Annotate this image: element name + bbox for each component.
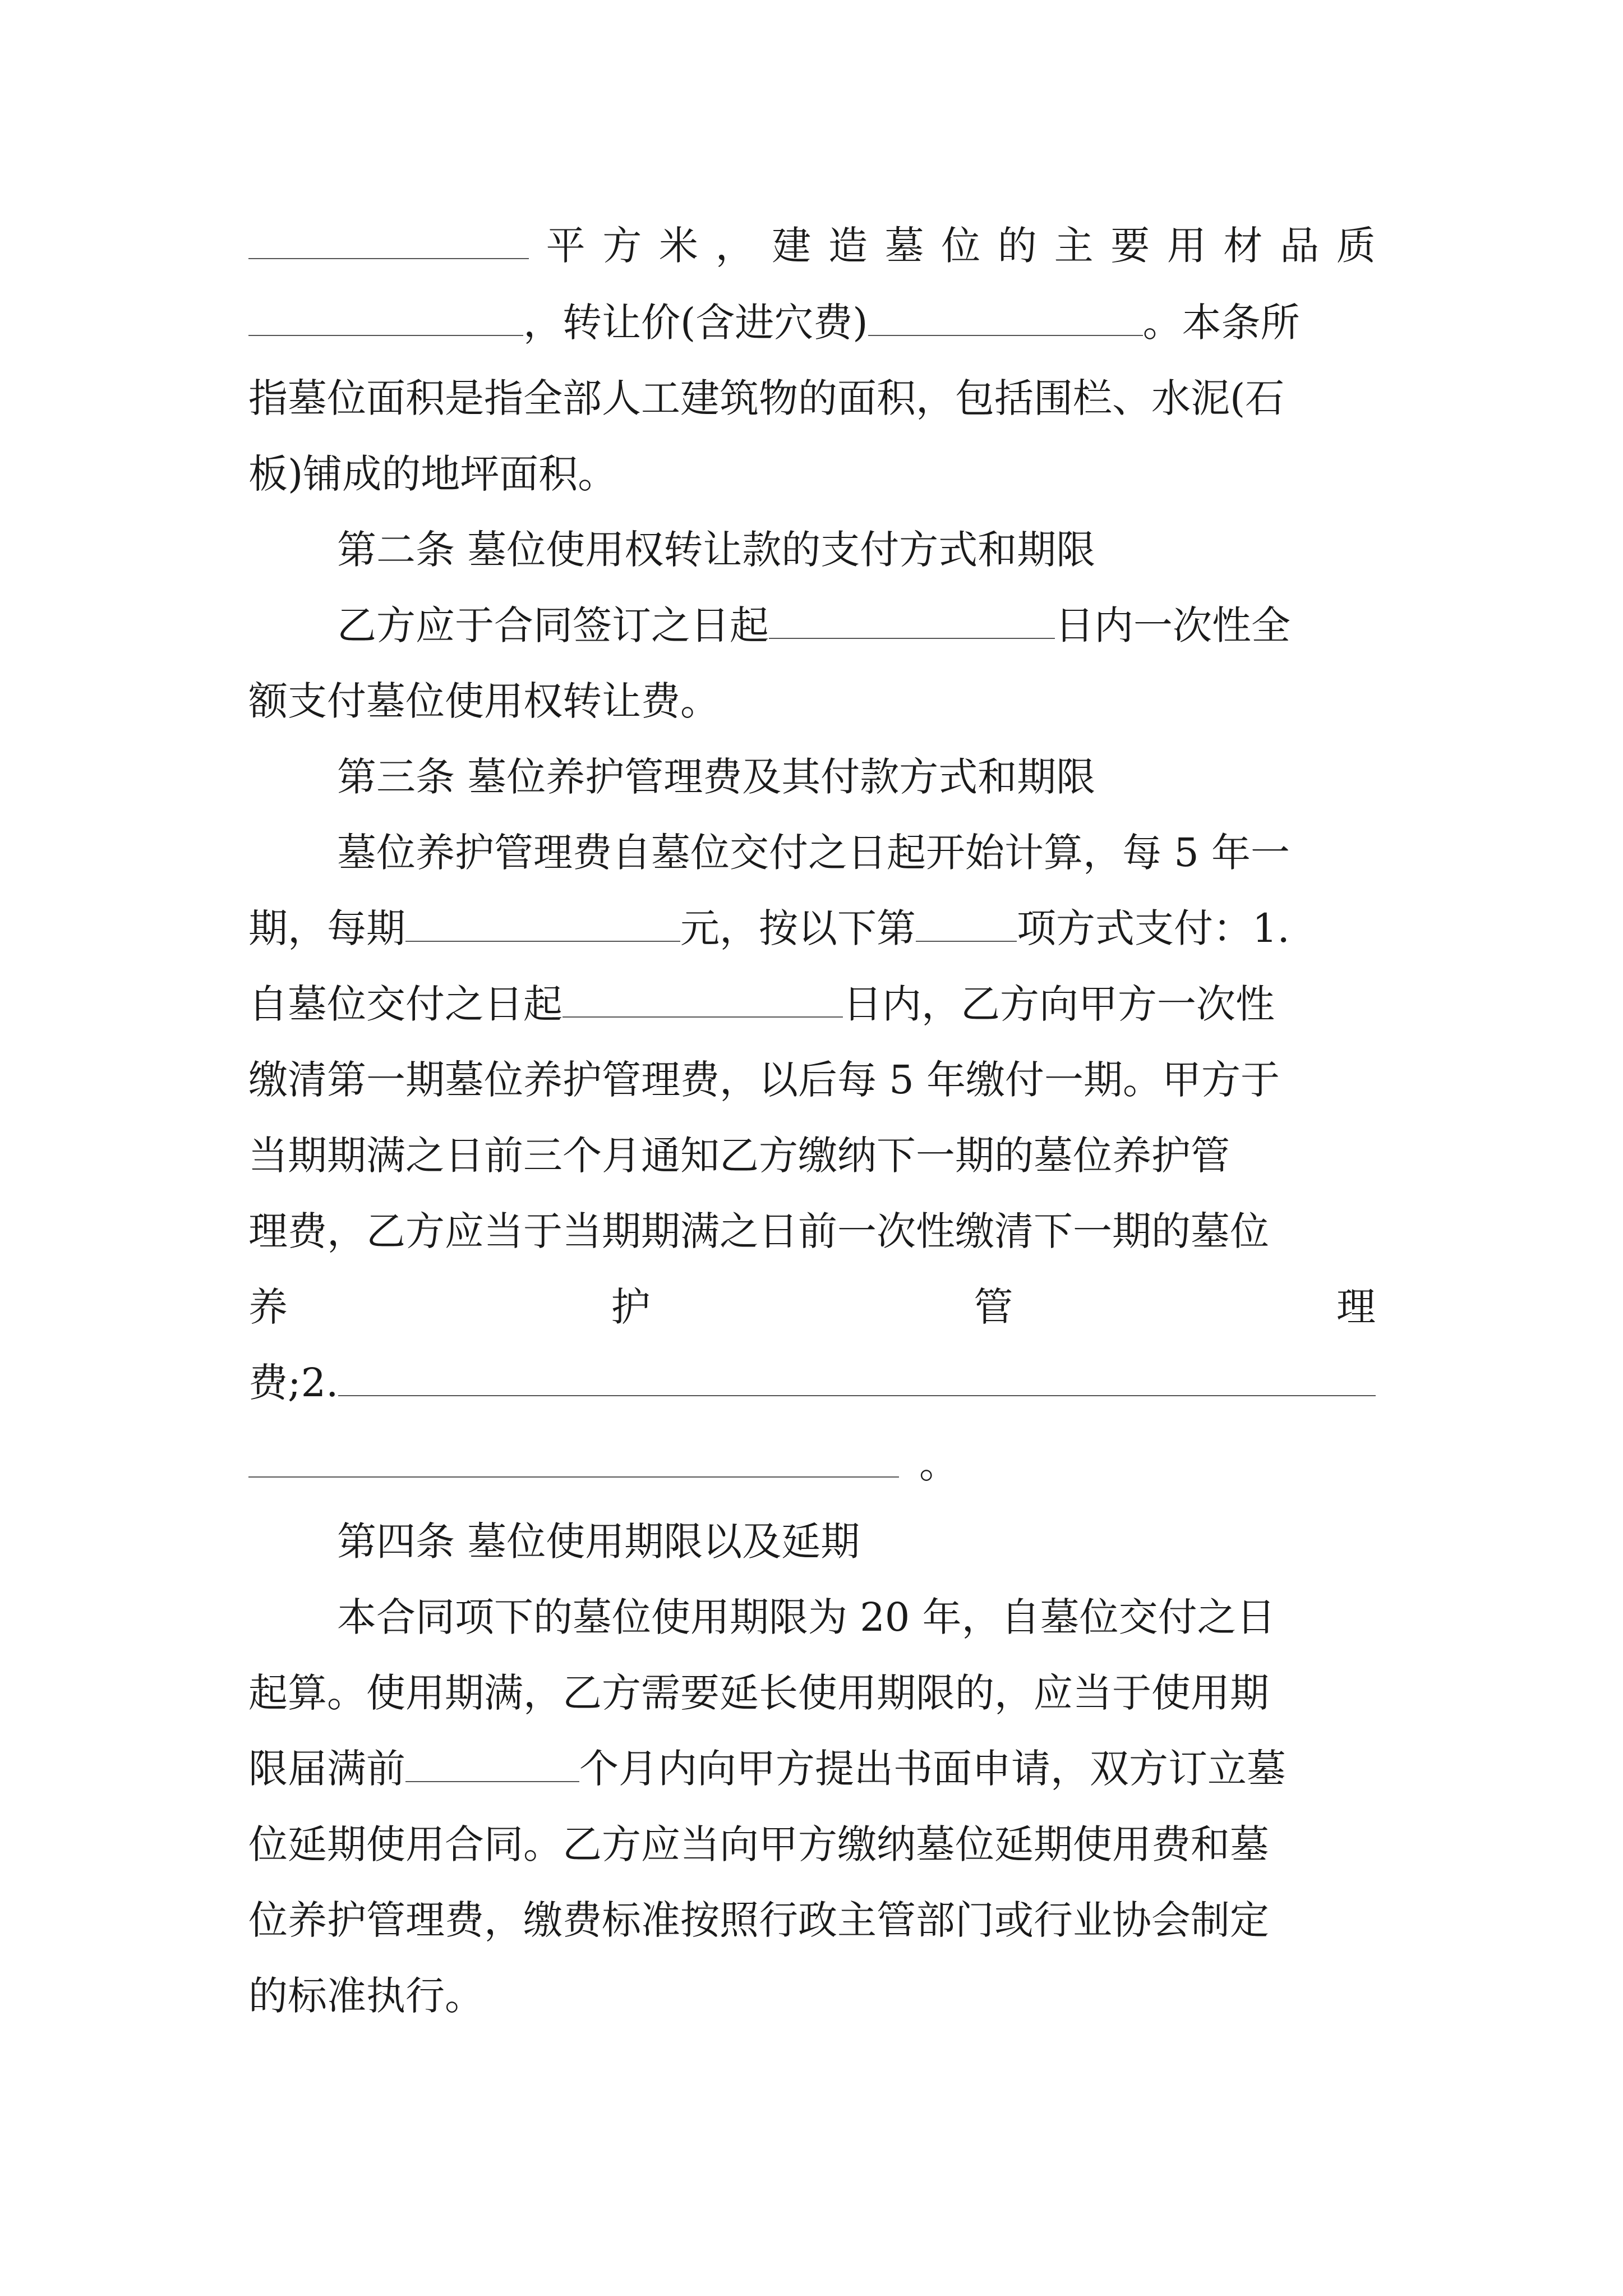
char: 材: [1223, 223, 1263, 269]
char: 管: [974, 1284, 1013, 1330]
char: 养: [248, 1284, 288, 1330]
char: 品: [1280, 223, 1320, 269]
text-line: [248, 976, 1376, 1032]
text-line: 位延期使用合同。乙方应当向甲方缴纳墓位延期使用费和墓: [248, 1821, 1269, 1867]
char: 造: [828, 223, 868, 269]
text-line: 指墓位面积是指全部人工建筑物的面积，包括围栏、水泥(石: [248, 375, 1285, 421]
text-line: 的标准执行。: [248, 1973, 484, 2019]
article-3-title: 第三条 墓位养护管理费及其付款方式和期限: [337, 754, 1096, 800]
text-line: [248, 218, 1376, 274]
text-line: [248, 1355, 1376, 1411]
line-text: 日内一次性全: [1055, 602, 1290, 648]
char: 用: [1166, 223, 1206, 269]
char: ，: [715, 223, 755, 269]
text-line: [248, 1741, 1376, 1797]
line-text: 元，按以下第: [680, 905, 916, 951]
char: 质: [1336, 223, 1376, 269]
line-text: 期，每期: [248, 905, 405, 951]
line-text: 日内，乙方向甲方一次性: [843, 981, 1275, 1027]
line-text: ，转让价(含进穴费): [523, 300, 868, 346]
char: 理: [1336, 1284, 1376, 1330]
char: 米: [658, 223, 698, 269]
fill-blank-days: [562, 983, 843, 1018]
fill-blank-option-2-cont: [248, 1443, 899, 1478]
text-line: 当期期满之日前三个月通知乙方缴纳下一期的墓位养护管: [248, 1133, 1230, 1179]
text-line: 板)铺成的地坪面积。: [248, 451, 617, 497]
fill-blank-option-2: [338, 1361, 1376, 1396]
fill-blank-days: [769, 604, 1055, 639]
line-text: 。本条所: [1142, 300, 1300, 346]
line-text: 限届满前: [248, 1746, 405, 1792]
char: 建: [772, 223, 811, 269]
fill-blank-area: [248, 224, 529, 259]
text-line: [248, 900, 1376, 956]
line-text: 自墓位交付之日起: [248, 981, 562, 1027]
char: 主: [1054, 223, 1094, 269]
fill-blank-months: [405, 1747, 579, 1782]
fill-blank-fee: [405, 907, 680, 942]
text-line: 理费，乙方应当于当期期满之日前一次性缴清下一期的墓位: [248, 1208, 1269, 1254]
text-line: 位养护管理费，缴费标准按照行政主管部门或行业协会制定: [248, 1897, 1269, 1943]
text-line: [248, 597, 1464, 654]
text-line: 本合同项下的墓位使用期限为 20 年，自墓位交付之日: [337, 1594, 1276, 1640]
line-text: 乙方应于合同签订之日起: [337, 602, 769, 648]
fill-blank-material: [248, 301, 523, 336]
text-line: [248, 1436, 1376, 1492]
line-text: 个月内向甲方提出书面申请，双方订立墓: [579, 1746, 1286, 1792]
article-4-title: 第四条 墓位使用期限以及延期: [337, 1519, 860, 1565]
char: 要: [1110, 223, 1150, 269]
char: 墓: [884, 223, 924, 269]
line-text: 费;2.: [248, 1360, 339, 1406]
char: 护: [611, 1284, 651, 1330]
text-line: 缴清第一期墓位养护管理费，以后每 5 年缴付一期。甲方于: [248, 1057, 1280, 1103]
char: 平: [546, 223, 585, 269]
char: 的: [997, 223, 1037, 269]
text-line: 起算。使用期满，乙方需要延长使用期限的，应当于使用期: [248, 1670, 1269, 1716]
char: 方: [602, 223, 642, 269]
article-2-title: 第二条 墓位使用权转让款的支付方式和期限: [337, 527, 1096, 573]
text-line: 墓位养护管理费自墓位交付之日起开始计算，每 5 年一: [337, 830, 1290, 876]
text-line: [248, 295, 1376, 351]
text-line: [248, 1279, 1376, 1335]
fill-blank-price: [868, 301, 1143, 336]
line-text: 。: [919, 1441, 958, 1487]
fill-blank-option: [916, 907, 1017, 942]
text-line: 额支付墓位使用权转让费。: [248, 678, 720, 724]
line-text: 项方式支付：1.: [1017, 905, 1290, 951]
char: 位: [941, 223, 981, 269]
